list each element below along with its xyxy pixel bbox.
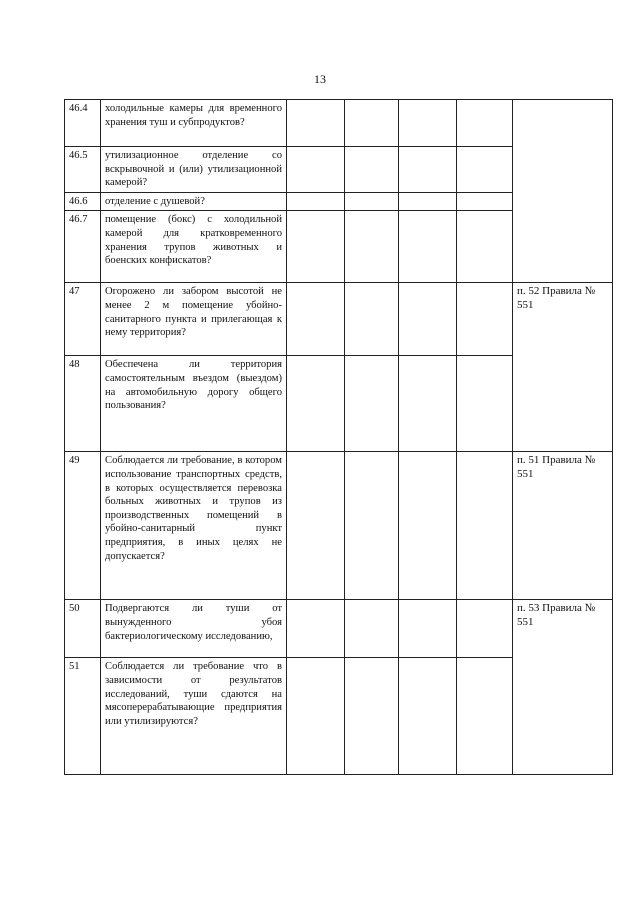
- answer-cell: [399, 192, 457, 211]
- answer-cell: [457, 283, 513, 356]
- answer-cell: [399, 600, 457, 658]
- answer-cell: [457, 211, 513, 283]
- answer-cell: [399, 283, 457, 356]
- answer-cell: [345, 452, 399, 600]
- answer-cell: [345, 192, 399, 211]
- answer-cell: [287, 192, 345, 211]
- row-number: 46.4: [65, 100, 101, 147]
- row-number: 46.5: [65, 147, 101, 193]
- answer-cell: [287, 211, 345, 283]
- answer-cell: [457, 192, 513, 211]
- row-number: 49: [65, 452, 101, 600]
- answer-cell: [287, 100, 345, 147]
- answer-cell: [345, 283, 399, 356]
- answer-cell: [287, 283, 345, 356]
- table-row: [65, 600, 613, 658]
- row-question: Подвергаются ли туши от вынужденного убоя бактериологическому исследованию,: [101, 600, 287, 658]
- row-question: Соблюдается ли требование, в котором использование транспортных средств, в которых осуществляется перевозка больных животных и трупов из производственных помещений в убойно-санитарный пункт предприятия, в иных целях не допускается?: [101, 452, 287, 600]
- row-number: 46.6: [65, 192, 101, 211]
- answer-cell: [399, 100, 457, 147]
- checklist-table: [64, 99, 613, 775]
- answer-cell: [399, 658, 457, 775]
- page-number: 13: [314, 72, 326, 86]
- answer-cell: [287, 356, 345, 452]
- answer-cell: [457, 658, 513, 775]
- answer-cell: [345, 658, 399, 775]
- row-number: 48: [65, 356, 101, 452]
- answer-cell: [399, 211, 457, 283]
- row-question: Соблюдается ли требование что в зависимости от результатов исследований, туши сдаются на мясоперерабатывающие предприятия или утилизируются?: [101, 658, 287, 775]
- row-reference: п. 53 Правила № 551: [513, 600, 613, 775]
- answer-cell: [457, 600, 513, 658]
- row-question: помещение (бокс) с холодильной камерой для кратковременного хранения трупов животных и боенских конфискатов?: [101, 211, 287, 283]
- answer-cell: [287, 147, 345, 193]
- row-question: утилизационное отделение со вскрывочной и (или) утилизационной камерой?: [101, 147, 287, 193]
- row-reference: п. 52 Правила № 551: [513, 283, 613, 452]
- answer-cell: [287, 600, 345, 658]
- row-number: 46.7: [65, 211, 101, 283]
- answer-cell: [345, 356, 399, 452]
- row-number: 50: [65, 600, 101, 658]
- answer-cell: [287, 658, 345, 775]
- table-row: [65, 100, 613, 147]
- row-question: отделение с душевой?: [101, 192, 287, 211]
- answer-cell: [399, 356, 457, 452]
- row-number: 51: [65, 658, 101, 775]
- row-reference: [513, 100, 613, 283]
- answer-cell: [399, 147, 457, 193]
- answer-cell: [457, 147, 513, 193]
- row-question: Огорожено ли забором высотой не менее 2 м помещение убойно-санитарного пункта и прилегающая к нему территория?: [101, 283, 287, 356]
- row-reference: п. 51 Правила № 551: [513, 452, 613, 600]
- answer-cell: [457, 100, 513, 147]
- row-question: холодильные камеры для временного хранения туш и субпродуктов?: [101, 100, 287, 147]
- answer-cell: [287, 452, 345, 600]
- answer-cell: [457, 356, 513, 452]
- answer-cell: [345, 211, 399, 283]
- answer-cell: [399, 452, 457, 600]
- row-number: 47: [65, 283, 101, 356]
- answer-cell: [345, 147, 399, 193]
- row-question: Обеспечена ли территория самостоятельным въездом (выездом) на автомобильную дорогу общего пользования?: [101, 356, 287, 452]
- table-row: [65, 452, 613, 600]
- table-row: [65, 283, 613, 356]
- answer-cell: [457, 452, 513, 600]
- answer-cell: [345, 600, 399, 658]
- answer-cell: [345, 100, 399, 147]
